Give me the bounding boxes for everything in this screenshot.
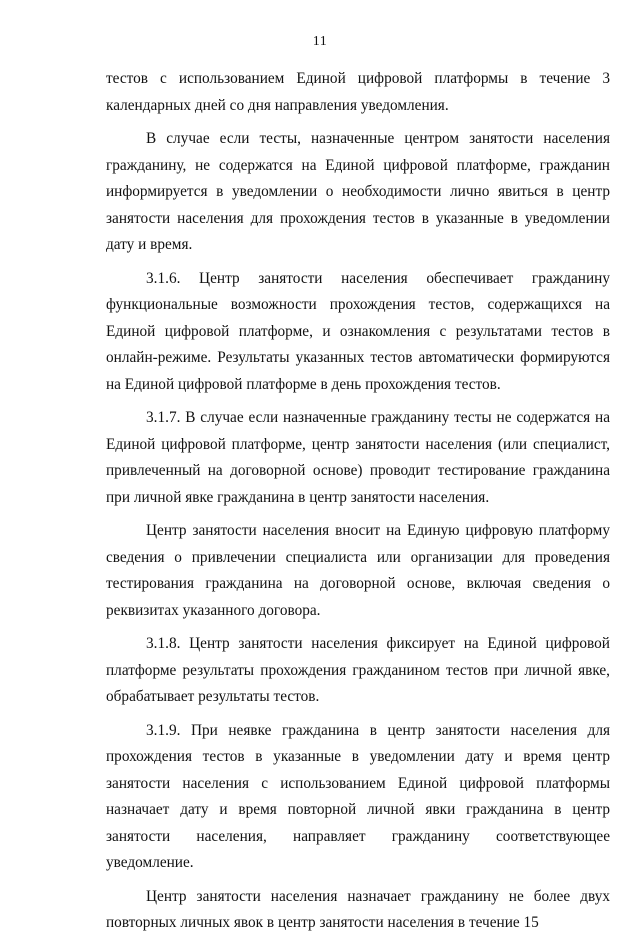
page-number: 11 — [312, 34, 328, 49]
document-body — [106, 66, 610, 937]
paragraph-3-1-6: 3.1.6. Центр занятости населения обеспечивает гражданину функциональные возможности прохождения тестов, содержащихся на Единой цифровой платформе, и ознакомления с результатами тестов в онлайн-режиме. Результаты указанных тестов автоматически формируются на Единой цифровой платформе в день прохождения тестов. — [106, 269, 610, 393]
paragraph-continuation: тестов с использованием Единой цифровой платформы в течение 3 календарных дней со дня направления уведомления. — [106, 70, 610, 114]
paragraph-tests-not-on-platform: В случае если тесты, назначенные центром занятости населения гражданину, не содержатся на Единой цифровой платформе, гражданин информируется в уведомлении о необходимости лично явиться в центр занятости населения для прохождения тестов в указанные в уведомлении дату и время. — [106, 130, 610, 253]
paragraph-specialist-info: Центр занятости населения вносит на Единую цифровую платформу сведения о привлечении специалиста или организации для проведения тестирования гражданина на договорной основе, включая сведения о реквизитах указанного договора. — [106, 522, 610, 619]
paragraph-3-1-9: 3.1.9. При неявке гражданина в центр занятости населения для прохождения тестов в указанные в уведомлении дату и время центр занятости населения с использованием Единой цифровой платформы назначает дату и время повторной личной явки гражданина в центр занятости населения, направляет гражданину соответствующее уведомление. — [106, 721, 610, 871]
paragraph-3-1-8: 3.1.8. Центр занятости населения фиксирует на Единой цифровой платформе результаты прохождения гражданином тестов при личной явке, обрабатывает результаты тестов. — [106, 635, 610, 705]
paragraph-repeat-visits: Центр занятости населения назначает гражданину не более двух повторных личных явок в центр занятости населения в течение 15 — [106, 887, 610, 931]
paragraph-3-1-7: 3.1.7. В случае если назначенные гражданину тесты не содержатся на Единой цифровой платформе, центр занятости населения (или специалист, привлеченный на договорной основе) проводит тестирование гражданина при личной явке гражданина в центр занятости населения. — [106, 409, 610, 506]
